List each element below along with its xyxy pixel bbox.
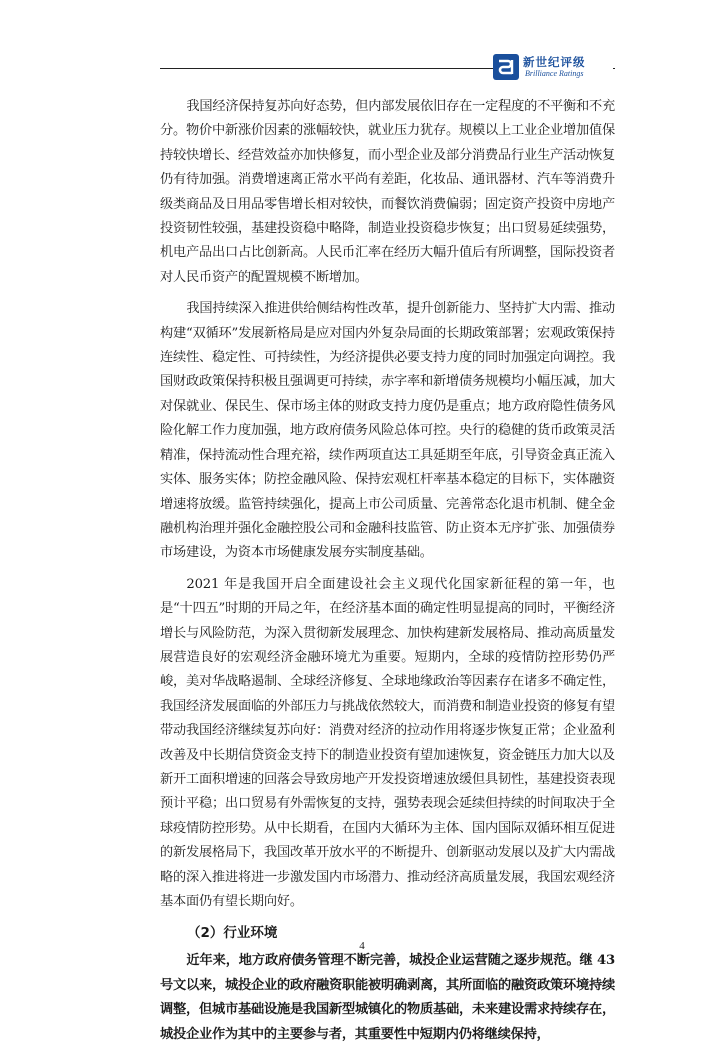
paragraph-policy: 我国持续深入推进供给侧结构性改革，提升创新能力、坚持扩大内需、推动构建“双循环”发展新格局是应对国内外复杂局面的长期政策部署；宏观政策保持连续性、稳定性、可持续性，为经济提供必要支持力度的同时加强定向调控。我国财政政策保持积极且强调更可持续，赤字率和新增债务规模均小幅压减，加大对保就业、保民生、保市场主体的财政支持力度仍是重点；地方政府隐性债务风险化解工作力度加强，地方政府债务风险总体可控。央行的稳健的货币政策灵活精准，保持流动性合理充裕，续作两项直达工具延期至年底，引导资金真正流入实体、服务实体；防控金融风险、保持宏观杠杆率基本稳定的目标下，实体融资增速将放缓。监管持续强化，提高上市公司质量、完善常态化退市机制、健全金融机构治理并强化金融控股公司和金融科技监管、防止资本无序扩张、加强债券市场建设，为资本市场健康发展夯实制度基础。 (160, 301, 615, 561)
logo-english-name: Brilliance Ratings (525, 69, 584, 78)
paragraph-outlook: 2021 年是我国开启全面建设社会主义现代化国家新征程的第一年，也是“十四五”时期的开局之年，在经济基本面的确定性明显提高的同时，平衡经济增长与风险防范，为深入贯彻新发展理念、加快构建新发展格局、推动高质量发展营造良好的宏观经济金融环境尤为重要。短期内，全球的疫情防控形势仍严峻，美对华战略遏制、全球经济修复、全球地缘政治等因素存在诸多不确定性，我国经济发展面临的外部压力与挑战依然较大，而消费和制造业投资的修复有望带动我国经济继续复苏向好：消费对经济的拉动作用将逐步恢复正常；企业盈利改善及中长期信贷资金支持下的制造业投资有望加速恢复，资金链压力加大以及新开工面积增速的回落会导致房地产开发投资增速放缓但具韧性，基建投资表现预计平稳；出口贸易有外需恢复的支持，强势表现会延续但持续的时间取决于全球疫情防控形势。从中长期看，在国内大循环为主体、国内国际双循环相互促进的新发展格局下，我国改革开放水平的不断提升、创新驱动发展以及扩大内需战略的深入推进将进一步激发国内市场潜力、推动经济高质量发展，我国宏观经济基本面仍有望长期向好。 (160, 576, 615, 909)
logo-chinese-name: 新世纪评级 (523, 55, 586, 69)
page-header (160, 44, 615, 84)
company-logo (493, 54, 613, 82)
paragraph-industry-bold: 近年来，地方政府债务管理不断完善，城投企业运营随之逐步规范。继 43 号文以来，城投企业的政府融资职能被明确剥离，其所面临的融资政策环境持续调整，但城市基础设施是我国新型城镇化的物质基础，未来建设需求持续存在，城投企业作为其中的主要参与者，其重要性中短期内仍将继续保持， (160, 953, 615, 1042)
document-body (160, 95, 615, 1054)
paragraph-economy-recovery: 我国经济保持复苏向好态势，但内部发展依旧存在一定程度的不平衡和不充分。物价中新涨价因素的涨幅较快，就业压力犹存。规模以上工业企业增加值保持较快增长、经营效益亦加快修复，而小型企业及部分消费品行业生产活动恢复仍有待加强。消费增速离正常水平尚有差距，化妆品、通讯器材、汽车等消费升级类商品及日用品零售增长相对较快，而餐饮消费偏弱；固定资产投资中房地产投资韧性较强，基建投资稳中略降，制造业投资稳步恢复；出口贸易延续强势，机电产品出口占比创新高。人民币汇率在经历大幅升值后有所调整，国际投资者对人民币资产的配置规模不断增加。 (160, 99, 615, 285)
section-title-industry: （2）行业环境 (187, 925, 278, 942)
logo-mark-icon (493, 54, 519, 80)
page-number: 4 (359, 940, 365, 952)
